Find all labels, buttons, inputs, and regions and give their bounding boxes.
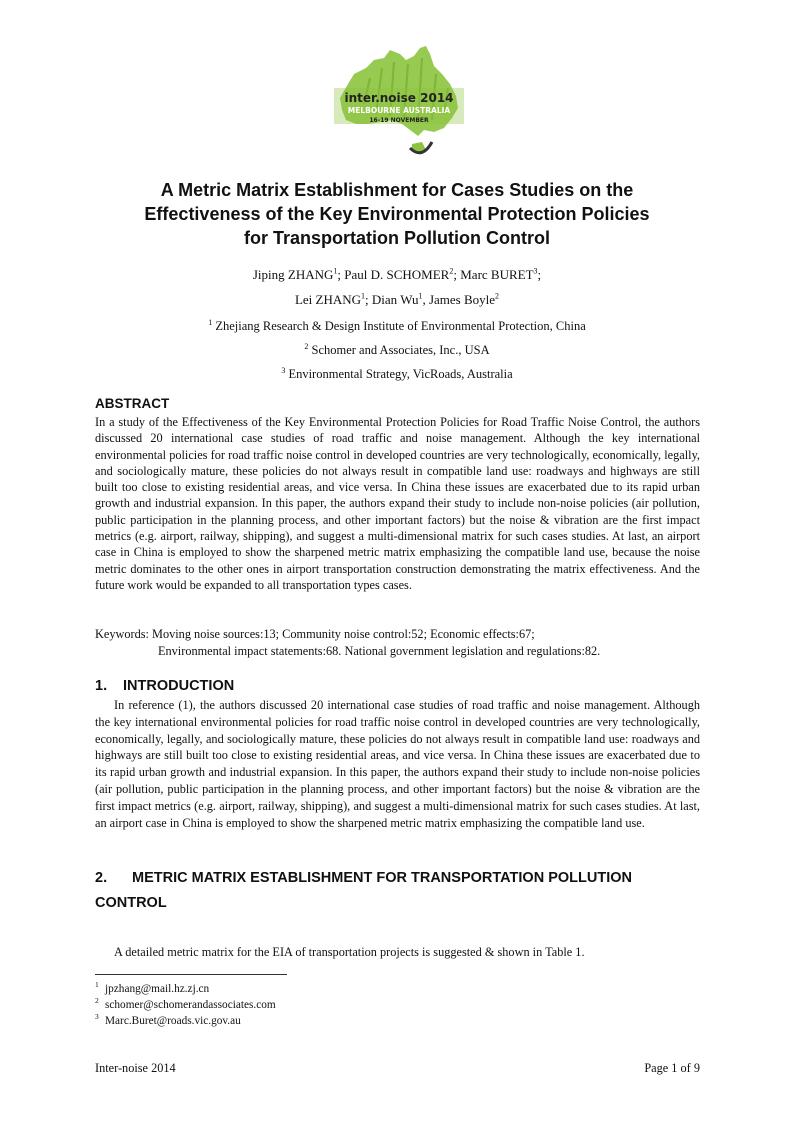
footnote: [95, 981, 495, 997]
affiliation: [90, 362, 704, 386]
keywords-line: Environmental impact statements:68. National government legislation and regulations:82.: [158, 643, 601, 658]
section2-paragraph: A detailed metric matrix for the EIA of transportation projects is suggested & shown in Table 1.: [114, 945, 585, 959]
author-name: James Boyle: [428, 292, 496, 307]
keywords: [95, 626, 700, 659]
author-name: Dian Wu: [371, 292, 419, 307]
author-name: Paul D. SCHOMER: [344, 267, 450, 282]
title-line: Effectiveness of the Key Environmental Protection Policies: [144, 204, 650, 224]
affiliation-text: Schomer and Associates, Inc., USA: [311, 343, 490, 357]
introduction-paragraph: In reference (1), the authors discussed 20 international case studies of road traffic and noise management. Although the key international environmental policies for road traffic noise control in developed countries are very technologically, economically, legally, and sociologically mature, these policies do not always result in compatible land use: roadways and highways are still built too close to existing residential areas, and vice versa. In China these issues are exacerbated due to its rapid urban growth and industrial expansion. In this paper, the authors expand their study to include non-noise policies (air pollution, public participation in the planning process, and other important factors) but the noise & vibration are the first impact metrics (e.g. airport, railway, shipping), and suggest a multi-dimensional matrix for such cases studies. At last, an airport case in China is employed to show the sharpened metric matrix emphasizing the compatible land use.: [95, 698, 700, 830]
title-line: A Metric Matrix Establishment for Cases Studies on the: [160, 180, 634, 200]
keywords-line: Keywords: Moving noise sources:13; Community noise control:52; Economic effects:67;: [95, 627, 535, 641]
affiliation-text: Zhejiang Research & Design Institute of Environmental Protection, China: [215, 319, 586, 333]
author-separator: ,: [422, 292, 429, 307]
footnote-email[interactable]: Marc.Buret@roads.vic.gov.au: [105, 1015, 241, 1027]
section-heading-introduction: [95, 678, 700, 694]
affiliation-mark: 2: [495, 291, 500, 301]
affiliation-list: [90, 314, 704, 386]
footer-page-number: Page 1 of 9: [644, 1061, 700, 1075]
section-number: 1.: [95, 678, 108, 694]
logo-line3: 16-19 NOVEMBER: [369, 117, 429, 124]
section-title: INTRODUCTION: [123, 678, 235, 694]
author-separator: ;: [453, 267, 461, 282]
footnote-mark: 1: [95, 980, 99, 989]
abstract-heading: ABSTRACT: [95, 396, 170, 411]
affiliation-mark: 1: [333, 266, 338, 276]
author-separator: ;: [537, 267, 542, 282]
author-separator: ;: [365, 292, 372, 307]
affiliation-mark: 1: [361, 291, 366, 301]
footer-conference: Inter-noise 2014: [95, 1061, 176, 1075]
affiliation-text: Environmental Strategy, VicRoads, Australia: [288, 367, 513, 381]
paper-title: [90, 178, 704, 250]
section-title: METRIC MATRIX ESTABLISHMENT FOR TRANSPORTATION POLLUTION CONTROL: [95, 870, 632, 911]
affiliation-mark: 2: [304, 341, 309, 351]
footnote-mark: 3: [95, 1012, 99, 1021]
footnote: [95, 997, 495, 1013]
footnote-email[interactable]: schomer@schomerandassociates.com: [105, 999, 276, 1011]
title-line: for Transportation Pollution Control: [244, 228, 550, 248]
affiliation: [90, 314, 704, 338]
affiliation-mark: 3: [281, 365, 286, 375]
conference-logo: [334, 44, 464, 162]
footnotes: [95, 981, 495, 1029]
author-name: Marc BURET: [460, 267, 534, 282]
author-line: [90, 287, 704, 312]
footnote: [95, 1013, 495, 1029]
section-number: 2.: [95, 870, 108, 886]
affiliation-mark: 3: [533, 266, 538, 276]
author-list: [90, 262, 704, 312]
affiliation-mark: 1: [208, 317, 213, 327]
section-heading-metric-matrix: [95, 866, 700, 916]
logo-line1: inter.noise 2014: [344, 91, 454, 105]
author-name: Lei ZHANG: [294, 292, 362, 307]
footnote-email[interactable]: jpzhang@mail.hz.zj.cn: [105, 983, 210, 995]
affiliation: [90, 338, 704, 362]
author-name: Jiping ZHANG: [252, 267, 334, 282]
footnote-mark: 2: [95, 996, 99, 1005]
footnote-divider: [95, 974, 287, 975]
author-separator: ;: [337, 267, 345, 282]
author-line: [90, 262, 704, 287]
affiliation-mark: 2: [449, 266, 454, 276]
affiliation-mark: 1: [418, 291, 423, 301]
abstract-text: In a study of the Effectiveness of the Key Environmental Protection Policies for Road Traffic Noise Control, the authors discussed 20 international case studies of road traffic and noise management. Although the key international environmental policies for road traffic noise control in developed countries are very technologically, economically, legally, and sociologically mature, these policies do not always result in compatible land use: roadways and highways are still built too close to existing residential areas, and vice versa. In China these issues are exacerbated due to its rapid urban growth and industrial expansion. In this paper, the authors expand their study to include non-noise policies (air pollution, public participation in the planning process, and other important factors) but the noise & vibration are the first impact metrics (e.g. airport, railway, shipping), and suggest a multi-dimensional matrix for such cases studies. At last, an airport case in China is employed to show the sharpened metric matrix emphasizing the compatible land use, because the noise metric dominates to the other ones in airport transportation construction demonstrating the matrix effectiveness. And the future work would be expanded to all transportation types cases.: [95, 415, 700, 592]
logo-line2: MELBOURNE AUSTRALIA: [347, 106, 451, 115]
